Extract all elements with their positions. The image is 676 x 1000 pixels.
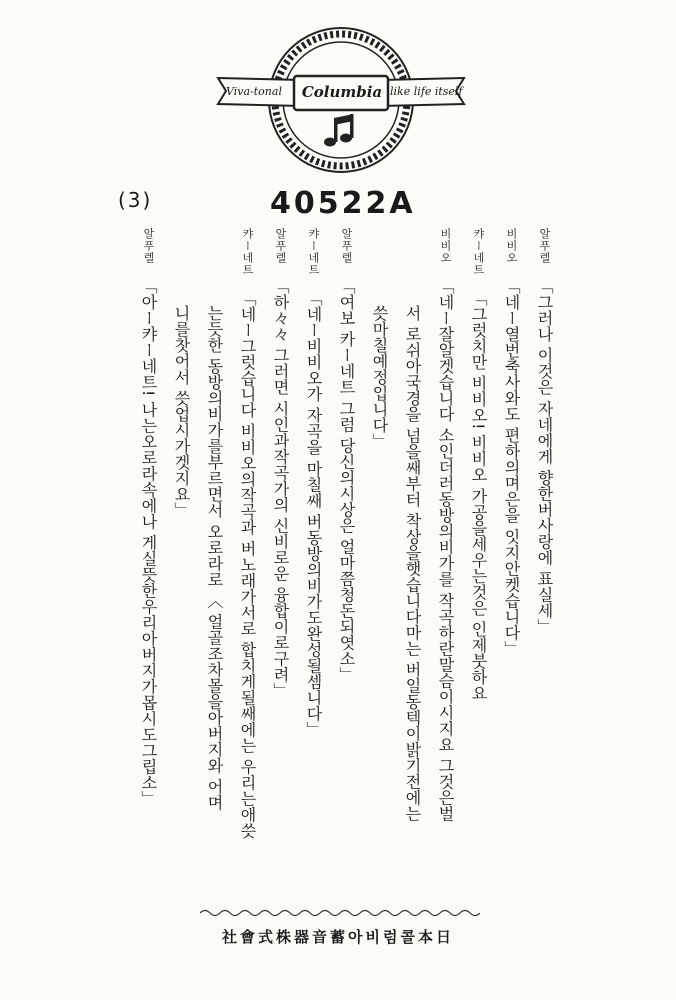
text-column xyxy=(167,305,195,960)
text-column xyxy=(266,228,294,883)
column-text: 서 로쉬아국경을 넘을쌔부터 착상을햇습니다마는 버일동텍이밝기전에는 xyxy=(403,305,422,822)
text-column xyxy=(464,228,492,883)
speaker-label: 알푸렐 xyxy=(142,228,155,264)
column-text: 「여보 카ー네트 그럼 당신의시상은 얼마쯤청돈되엿소」 xyxy=(337,278,356,683)
text-column xyxy=(332,228,360,883)
logo-brand: Columbia xyxy=(301,83,383,101)
speaker-label: 캬ー네트 xyxy=(307,228,320,276)
text-column xyxy=(497,228,525,883)
text-column xyxy=(299,228,327,883)
column-text: 니를찻어서 씃업시가겟지요」 xyxy=(172,305,191,519)
speaker-label: 알푸렐 xyxy=(340,228,353,264)
text-column xyxy=(200,305,228,960)
column-text: 「그러나 이것은 자네에게 향한버사랑에 표실세」 xyxy=(535,278,554,635)
column-text: 는듯한 동방의비가를부르면서 오로라로 〈 얼골조차몰을아버지와 어며 xyxy=(205,305,224,811)
column-text: 「그럿치만 비비오! 비비오 가공을세우는것은 인제붓하요 xyxy=(469,290,488,701)
column-text: 「네ー열번축사와도 편하의며은을 잇지안켓습니다」 xyxy=(502,278,521,657)
speaker-label: 비비오 xyxy=(505,228,518,264)
speaker-label: 비비오 xyxy=(439,228,452,264)
text-column xyxy=(233,228,261,883)
logo-right-text: like life itself xyxy=(390,85,463,98)
column-text: 「네ー그럿습니다 비비오의작곡과 버노래가서로 합치게될쌔에는 우리는애씃 xyxy=(238,290,257,839)
text-column xyxy=(134,228,162,883)
column-text: 「하々々 그러면 시인과작곡가의 신비로운 융합이로구려」 xyxy=(271,278,290,699)
catalog-number: 40522A xyxy=(270,186,416,221)
column-text: 「아ー캬ー네트! 나는오로라속에나 게실뜻한우리아버지가몹시도그립소」 xyxy=(139,278,158,807)
speaker-label: 캬ー네트 xyxy=(241,228,254,276)
wavy-rule xyxy=(200,908,480,918)
text-column xyxy=(431,228,459,883)
speaker-label: 캬ー네트 xyxy=(472,228,485,276)
speaker-label: 알푸렐 xyxy=(274,228,287,264)
text-column xyxy=(530,228,558,883)
logo-left-text: Viva-tonal xyxy=(226,85,282,98)
text-column xyxy=(398,305,426,960)
publisher-footer: 社會式株器音蓄아비럼콜本日 xyxy=(222,928,454,946)
column-text: 「네ー잘알겟습니다 소인더러동방의비가를 작곡하란말슴이시지요 그것은벌 xyxy=(436,278,455,822)
speaker-label: 알푸렐 xyxy=(538,228,551,264)
columbia-logo xyxy=(210,18,472,178)
column-text: 씃마칠예정입니다」 xyxy=(370,305,389,449)
column-text: 「네ー비비오가 자곡을 마칠쌔 버동방의비가도완성될셈니다」 xyxy=(304,290,323,738)
text-column xyxy=(365,305,393,960)
page-number: (3) xyxy=(118,188,153,212)
